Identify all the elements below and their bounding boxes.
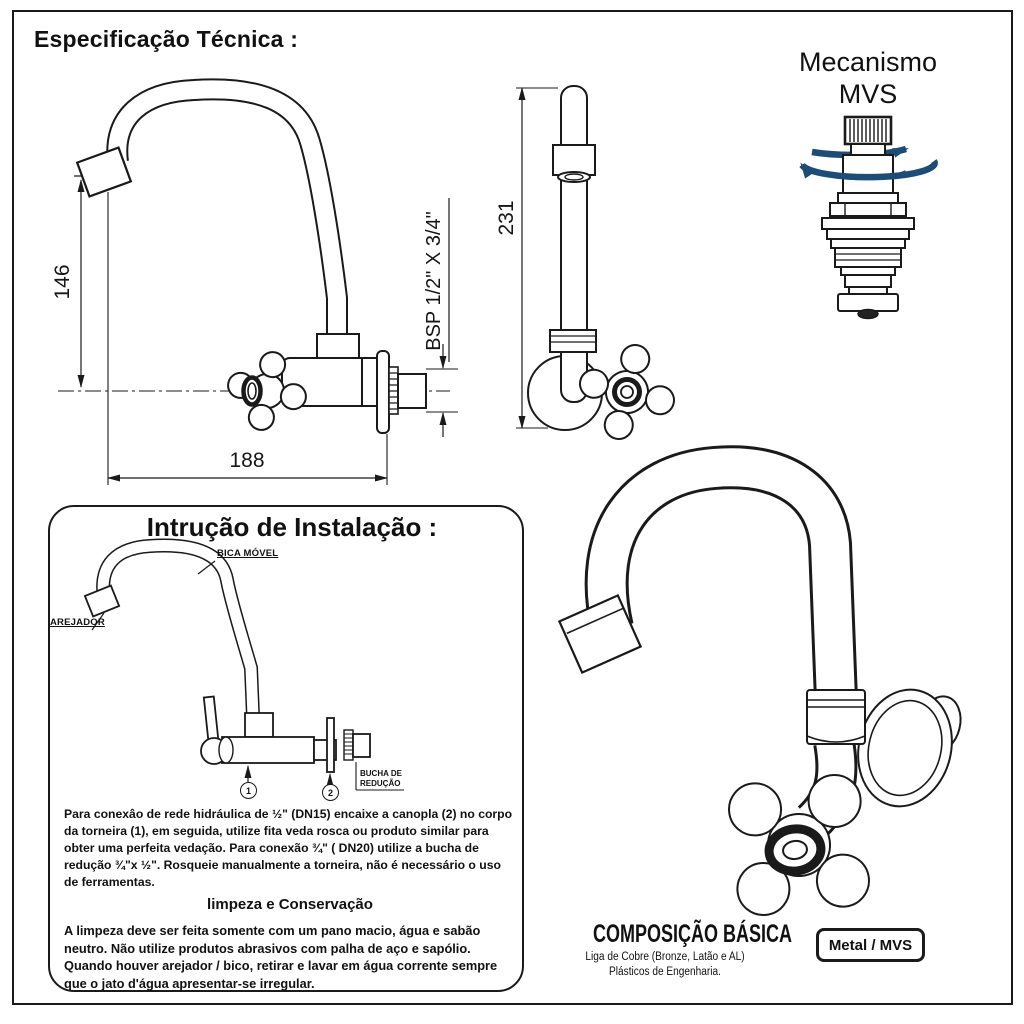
page-title: Especificação Técnica :: [34, 26, 299, 52]
composition-line1: Liga de Cobre (Bronze, Latão e AL): [585, 951, 745, 963]
installation-box: [48, 505, 524, 992]
composition-line2: Plásticos de Engenharia.: [609, 966, 721, 978]
installation-paragraph: Para conexâo de rede hidráulica de ½" (DN15) encaixe a canopla (2) no corpo da torneira (1), em seguida, utilize fita veda rosca ou produto similar para obter uma perfeita vedação. Para conexão ¾" ( DN20) utilize a bucha de redução ¾"x ½". Rosqueie manualmente a torneira, não é necessário o uso de ferramentas.: [64, 807, 513, 889]
cleaning-subheading: limpeza e Conservação: [207, 896, 373, 913]
mechanism-title: [778, 46, 958, 110]
cleaning-paragraph: A limpeza deve ser feita somente com um pano macio, água e sabão neutro. Não utilize produtos abrasivos com palha de aço e sapólio. Quando houver arejador / bico, retirar e lavar em água corrente sempre que o jato d'água apresentar-se irregular.: [64, 923, 498, 991]
front-view-drawing: [516, 86, 685, 450]
bushing-label-line2: REDUÇÃO: [360, 778, 401, 788]
mechanism-title-line1: Mecanismo: [798, 47, 938, 77]
callout-2: 2: [322, 784, 339, 801]
aerator-label: AREJADOR: [50, 617, 105, 628]
installation-title: Intrução de Instalação :: [146, 512, 438, 542]
movable-spout-label: BICA MÓVEL: [217, 548, 279, 559]
material-badge: Metal / MVS: [816, 928, 925, 962]
side-view-drawing: [58, 89, 458, 485]
mechanism-title-line2: MVS: [838, 79, 898, 109]
composition-title: COMPOSIÇÃO BÁSICA: [593, 920, 793, 948]
reduction-bushing-label: [360, 769, 420, 788]
thread-spec-label: BSP 1/2" X 3/4": [422, 211, 445, 351]
dimension-146-label: 146: [51, 264, 74, 300]
dimension-231-label: 231: [495, 200, 518, 236]
mechanism-drawing: [802, 117, 935, 319]
perspective-drawing: [559, 467, 966, 917]
dimension-188-label: 188: [229, 449, 265, 472]
bushing-label-line1: BUCHA DE: [360, 769, 402, 778]
callout-1: 1: [240, 782, 257, 799]
